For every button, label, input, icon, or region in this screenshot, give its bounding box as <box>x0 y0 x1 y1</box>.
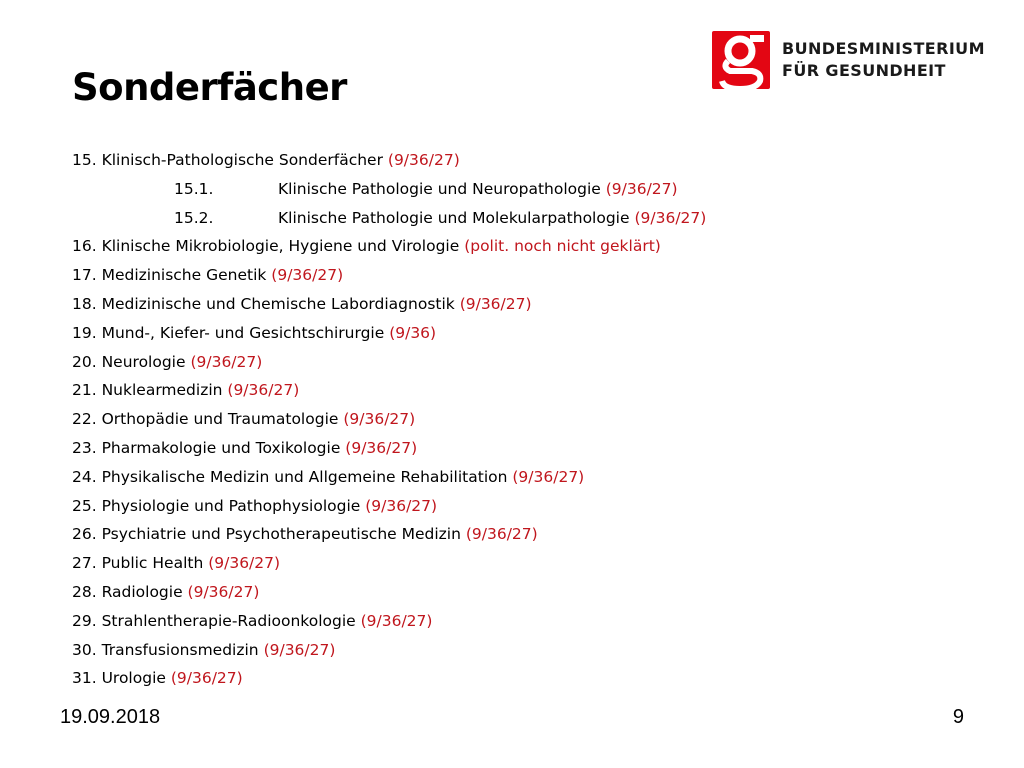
ministry-logo <box>712 30 985 90</box>
list-item <box>72 607 706 636</box>
list-item <box>72 261 706 290</box>
list-item <box>72 319 706 348</box>
item-note: (9/36/27) <box>263 640 336 659</box>
item-note: (9/36/27) <box>459 294 532 313</box>
list-item <box>72 578 706 607</box>
item-note: (9/36/27) <box>271 266 344 285</box>
item-note: (9/36/27) <box>227 381 300 400</box>
list-item <box>72 146 706 175</box>
item-note: (9/36/27) <box>465 525 538 544</box>
item-text: Klinische Pathologie und Neuropathologie <box>278 179 606 198</box>
item-text: 24. Physikalische Medizin und Allgemeine Rehabilitation <box>72 467 513 486</box>
item-note: (9/36/27) <box>208 554 281 573</box>
item-text: 21. Nuklearmedizin <box>72 381 228 400</box>
item-text: 18. Medizinische und Chemische Labordiagnostik <box>72 294 460 313</box>
list-item <box>72 232 706 261</box>
list-item <box>72 636 706 665</box>
item-text: 30. Transfusionsmedizin <box>72 640 264 659</box>
logo-line-1: BUNDESMINISTERIUM <box>782 39 985 58</box>
list-item <box>72 434 706 463</box>
item-text: 27. Public Health <box>72 554 209 573</box>
item-text: 19. Mund-, Kiefer- und Gesichtschirurgie <box>72 323 390 342</box>
list-item <box>72 204 706 233</box>
list-item <box>72 290 706 319</box>
item-text: 28. Radiologie <box>72 582 188 601</box>
list-item <box>72 348 706 377</box>
item-note: (9/36/27) <box>634 208 707 227</box>
item-note: (9/36/27) <box>343 410 416 429</box>
item-note: (9/36/27) <box>360 611 433 630</box>
item-note: (9/36/27) <box>605 179 678 198</box>
item-text: 22. Orthopädie und Traumatologie <box>72 410 344 429</box>
item-note: (9/36/27) <box>512 467 585 486</box>
item-text: 23. Pharmakologie und Toxikologie <box>72 438 346 457</box>
list-item <box>72 549 706 578</box>
item-note: (9/36/27) <box>190 352 263 371</box>
list-item <box>72 463 706 492</box>
item-note: (9/36/27) <box>345 438 418 457</box>
item-text: 15. Klinisch-Pathologische Sonderfächer <box>72 151 388 169</box>
specialty-list <box>72 146 706 693</box>
page-number: 9 <box>952 706 964 728</box>
item-text: 31. Urologie <box>72 669 171 688</box>
slide-title: Sonderfächer <box>72 66 347 109</box>
item-text: 17. Medizinische Genetik <box>72 266 272 285</box>
item-note: (9/36/27) <box>170 669 243 688</box>
item-text: 20. Neurologie <box>72 352 191 371</box>
logo-line-2: FÜR GESUNDHEIT <box>782 61 946 80</box>
list-item <box>72 175 706 204</box>
list-item <box>72 664 706 693</box>
sub-item-number: 15.1. <box>174 179 214 198</box>
item-note: (polit. noch nicht geklärt) <box>464 237 661 256</box>
item-note: (9/36/27) <box>365 496 438 515</box>
list-item <box>72 405 706 434</box>
item-note: (9/36) <box>389 323 437 342</box>
item-text: 29. Strahlentherapie-Radioonkologie <box>72 611 361 630</box>
item-text: 26. Psychiatrie und Psychotherapeutische Medizin <box>72 525 466 544</box>
logo-wordmark <box>782 38 985 82</box>
list-item <box>72 520 706 549</box>
item-text: Klinische Pathologie und Molekularpathologie <box>278 208 635 227</box>
list-item <box>72 376 706 405</box>
logo-g-icon <box>712 31 770 89</box>
footer-date: 19.09.2018 <box>60 706 161 728</box>
sub-item-number: 15.2. <box>174 208 214 227</box>
item-text: 25. Physiologie und Pathophysiologie <box>72 496 366 515</box>
item-note: (9/36/27) <box>187 582 260 601</box>
list-item <box>72 492 706 521</box>
item-text: 16. Klinische Mikrobiologie, Hygiene und Virologie <box>72 237 465 256</box>
item-note: (9/36/27) <box>387 151 460 169</box>
